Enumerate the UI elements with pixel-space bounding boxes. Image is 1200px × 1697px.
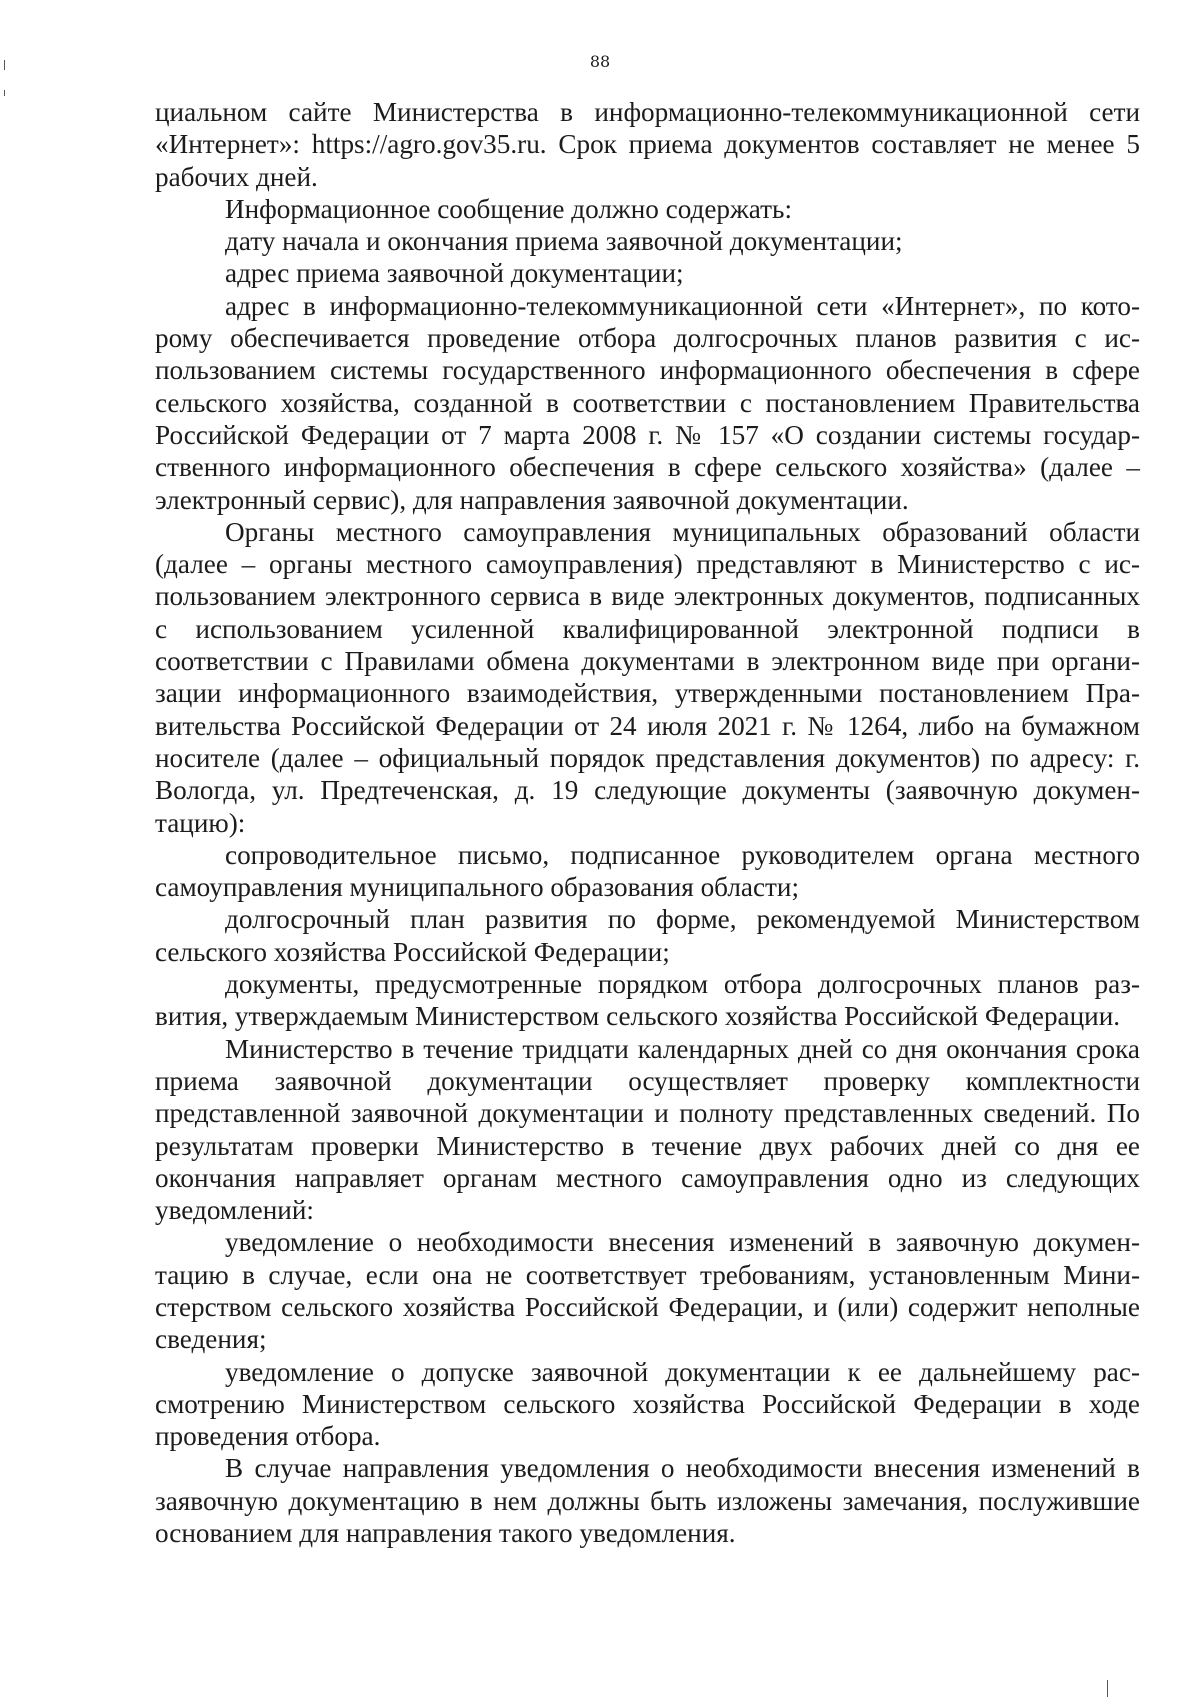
list-item: уведомление о необходимости внесения изменений в заявочную документацию в случае, если она не соответствует требованиям, установленным Министерством сельского хозяйства Российской Федерации, и (или) содержит неполные сведения;	[155, 1227, 1140, 1355]
paragraph: Министерство в течение тридцати календарных дней со дня окончания срока приема заявочной документации осуществляет проверку комплектности представленной заявочной документации и полноту представленных сведений. По результатам проверки Министерство в течение двух рабочих дней со дня ее окончания направляет органам местного самоуправления одно из следующих уведомлений:	[155, 1033, 1140, 1226]
list-item: адрес приема заявочной документации;	[225, 258, 684, 289]
scan-artifact	[1107, 1680, 1108, 1697]
list-item: уведомление о допуске заявочной документации к ее дальнейшему рассмотрению Министерством сельского хозяйства Российской Федерации в ходе проведения отбора.	[155, 1356, 1140, 1452]
paragraph: Информационное сообщение должно содержать:	[225, 193, 793, 224]
list-item: долгосрочный план развития по форме, рекомендуемой Министерством сельского хозяйства Российской Федерации;	[155, 904, 1140, 967]
paragraph: циальном сайте Министерства в информационно-телекоммуникационной сети «Интернет»: https://agro.gov35.ru. Срок приема документов составляет не менее 5 рабочих дней.	[155, 97, 1140, 192]
list-item: дату начала и окончания приема заявочной документации;	[225, 226, 903, 257]
list-item: документы, предусмотренные порядком отбора долгосрочных планов развития, утверждаемым Министерством сельского хозяйства Российской Федерации.	[155, 969, 1140, 1032]
document-body	[155, 96, 1140, 1549]
paragraph: В случае направления уведомления о необходимости внесения изменений в заявочную документацию в нем должны быть изложены замечания, послужившие основанием для направления такого уведомления.	[155, 1453, 1140, 1549]
paragraph: Органы местного самоуправления муниципальных образований области (далее – органы местного самоуправления) представляют в Министерство с использованием электронного сервиса в виде электронных документов, подписанных с использованием усиленной квалифицированной электронной подписи в соответствии с Правилами обмена документами в электронном виде при организации информационного взаимодействия, утвержденными постановлением Правительства Российской Федерации от 24 июля 2021 г. № 1264, либо на бумажном носителе (далее – официальный порядок представления документов) по адресу: г. Вологда, ул. Предтеченская, д. 19 следующие документы (заявочную документацию):	[155, 516, 1140, 838]
list-item: адрес в информационно-телекоммуникационной сети «Интернет», по которому обеспечивается проведение отбора долгосрочных планов развития с использованием системы государственного информационного обеспечения в сфере сельского хозяйства, созданной в соответствии с постановлением Правительства Российской Федерации от 7 марта 2008 г. № 157 «О создании системы государственного информационного обеспечения в сфере сельского хозяйства» (далее – электронный сервис), для направления заявочной документации.	[155, 290, 1140, 515]
page-number: 88	[589, 52, 611, 71]
list-item: сопроводительное письмо, подписанное руководителем органа местного самоуправления муниципального образования области;	[155, 839, 1140, 903]
scan-artifact	[4, 90, 5, 96]
